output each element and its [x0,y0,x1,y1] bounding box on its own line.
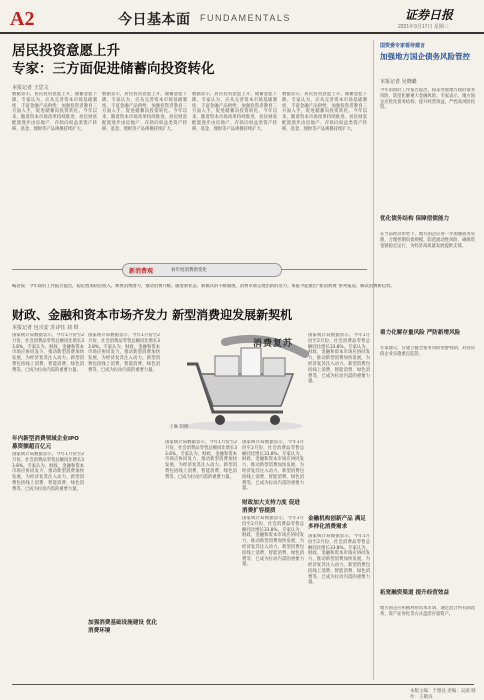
footer-rule [12,684,474,685]
second-col3: 国家统计局数据显示，今年1月份至2月份，社会消费品零售总额同比增长33.8%。专家认为，财政、金融和资本市场应协同发力，推动新型消费加快发展，为经济复苏注入动力。新型消费包括线上消费、智能消费、绿色消费等，已成为拉动内需的重要力量。 [165,440,237,480]
sidebar-sub1-body: 在当前经济形势下，地方国企应进一步加强债务管理，合理控制负债规模，防范流动性风险，确保资金链稳定运行，为经济高质量发展提供支撑。 [380,232,475,249]
figure-credit: 王琳 制图 [169,425,189,430]
second-col1-bottom: 国家统计局数据显示，今年1月份至2月份，社会消费品零售总额同比增长33.8%。专家认为，财政、金融和资本市场应协同发力，推动新型消费加快发展，为经济复苏注入动力。新型消费包括线上消费、智能消费、绿色消费等，已成为拉动内需的重要力量。 [12,452,84,492]
second-col4-bottom: 国家统计局数据显示，今年1月份至2月份，社会消费品零售总额同比增长33.8%。专家认为，财政、金融和资本市场应协同发力，推动新型消费加快发展，为经济复苏注入动力。新型消费包括线上消费、智能消费、绿色消费等，已成为拉动内需的重要力量。 [242,516,304,568]
sidebar-byline: 本报记者 吴晓璐 [380,79,417,85]
shopping-cart-illustration [165,334,315,434]
second-subhead-4: 加强消费基础设施建设 优化消费环境 [88,620,160,635]
page-footer: 本版主编：于德良 责编：吴澍 制作：王敬涛 [410,688,476,699]
second-col1-top: 国家统计局数据显示，今年1月份至2月份，社会消费品零售总额同比增长33.8%。专家认为，财政、金融和资本市场应协同发力，推动新型消费加快发展，为经济复苏注入动力。新型消费包括线上消费、智能消费、绿色消费等，已成为拉动内需的重要力量。 [12,333,84,373]
page-number: A2 [10,8,35,30]
second-subhead-2: 财政加大支持力度 促进消费扩容提质 [242,500,300,514]
sidebar-subhead-2: 着力化解存量风险 严防新增风险 [380,330,461,336]
editor-note: 编者按：今年政府工作报告提出，稳定增加居民收入，释放消费潜力，推动消费升级。随着新业态、新模式的不断涌现，消费市场呈现出新的活力。本报今起推出“新消费观”系列报道，解读消费新趋势。 [12,284,395,289]
second-subhead-1: 年内新型消费领域企业IPO募资额超百亿元 [12,436,79,450]
main-article-col4: 数据显示，居民投资意愿上升，储蓄意愿下降。专家认为，应从完善资本市场基础制度、丰富金融产品供给、加强投资者教育三方面入手，促进储蓄向投资转化。今年以来，随着资本市场改革持续推进，居民财富配置逐步由房地产、存款向权益类资产转移，基金、理财等产品规模持续扩大。 [282,92,367,132]
masthead [0,0,484,34]
banner-note: 看年度消费新变化 [171,268,207,273]
figure-label: 消费复苏 [253,339,294,349]
sidebar-title: 加强地方国企债务风险管控 [380,52,470,61]
date-line: 2021年3月17日 星期三 [398,24,449,30]
series-banner [122,263,282,277]
sidebar-body: 今年的政府工作报告提出，稳妥处置地方政府债务风险，防范化解重大金融风险。专家表示，地方国企应优化债务结构，提升经营效益，严控高风险投资。 [380,88,475,111]
second-subhead-3: 金融机构创新产品 满足多样化消费需求 [308,516,366,530]
second-headline: 财政、金融和资本市场齐发力 新型消费迎发展新契机 [12,308,293,322]
second-col5-bottom: 国家统计局数据显示，今年1月份至2月份，社会消费品零售总额同比增长33.8%。专家认为，财政、金融和资本市场应协同发力，推动新型消费加快发展，为经济复苏注入动力。新型消费包括线上消费、智能消费、绿色消费等，已成为拉动内需的重要力量。 [308,534,370,586]
main-article-col1: 数据显示，居民投资意愿上升，储蓄意愿下降。专家认为，应从完善资本市场基础制度、丰富金融产品供给、加强投资者教育三方面入手，促进储蓄向投资转化。今年以来，随着资本市场改革持续推进，居民财富配置逐步由房地产、存款向权益类资产转移，基金、理财等产品规模持续扩大。 [12,92,97,132]
main-headline-line1: 居民投资意愿上升 [12,43,120,59]
banner-tag: 新消费观 [129,268,154,275]
second-col2: 国家统计局数据显示，今年1月份至2月份，社会消费品零售总额同比增长33.8%。专家认为，财政、金融和资本市场应协同发力，推动新型消费加快发展，为经济复苏注入动力。新型消费包括线上消费、智能消费、绿色消费等，已成为拉动内需的重要力量。 [88,333,160,373]
main-byline: 本报记者 王思文 [12,85,49,91]
newspaper-logo: 证券日报 [405,8,454,22]
main-headline-line2: 专家：三方面促进储蓄向投资转化 [12,61,215,77]
sidebar-tag: 国资委专家看待建言 [380,43,426,49]
main-article-col2: 数据显示，居民投资意愿上升，储蓄意愿下降。专家认为，应从完善资本市场基础制度、丰富金融产品供给、加强投资者教育三方面入手，促进储蓄向投资转化。今年以来，随着资本市场改革持续推进，居民财富配置逐步由房地产、存款向权益类资产转移，基金、理财等产品规模持续扩大。 [102,92,187,132]
sidebar-sub3-body: 地方国企应积极利用资本市场，通过混合所有制改革、资产证券化等方式盘活存量资产。 [380,606,475,617]
sidebar-subhead-1: 优化债务结构 保障偿债能力 [380,216,450,222]
section-title: 今日基本面 [118,12,191,28]
main-article-col3: 数据显示，居民投资意愿上升，储蓄意愿下降。专家认为，应从完善资本市场基础制度、丰富金融产品供给、加强投资者教育三方面入手，促进储蓄向投资转化。今年以来，随着资本市场改革持续推进，居民财富配置逐步由房地产、存款向权益类资产转移，基金、理财等产品规模持续扩大。 [192,92,277,132]
section-title-en: FUNDAMENTALS [200,13,291,23]
column-divider [373,40,374,680]
sidebar-subhead-3: 拓宽融资渠道 提升经营效益 [380,590,450,596]
second-byline: 本报记者 包兴安 苏诗钰 刘 琪 [12,325,79,331]
second-col5-top: 国家统计局数据显示，今年1月份至2月份，社会消费品零售总额同比增长33.8%。专家认为，财政、金融和资本市场应协同发力，推动新型消费加快发展，为经济复苏注入动力。新型消费包括线上消费、智能消费、绿色消费等，已成为拉动内需的重要力量。 [308,333,370,385]
sidebar-sub2-body: 专家建议，应建立健全债务风险预警机制，对高负债企业实施重点监管。 [380,346,475,357]
second-col4-top: 国家统计局数据显示，今年1月份至2月份，社会消费品零售总额同比增长33.8%。专家认为，财政、金融和资本市场应协同发力，推动新型消费加快发展，为经济复苏注入动力。新型消费包括线上消费、智能消费、绿色消费等，已成为拉动内需的重要力量。 [242,440,304,492]
